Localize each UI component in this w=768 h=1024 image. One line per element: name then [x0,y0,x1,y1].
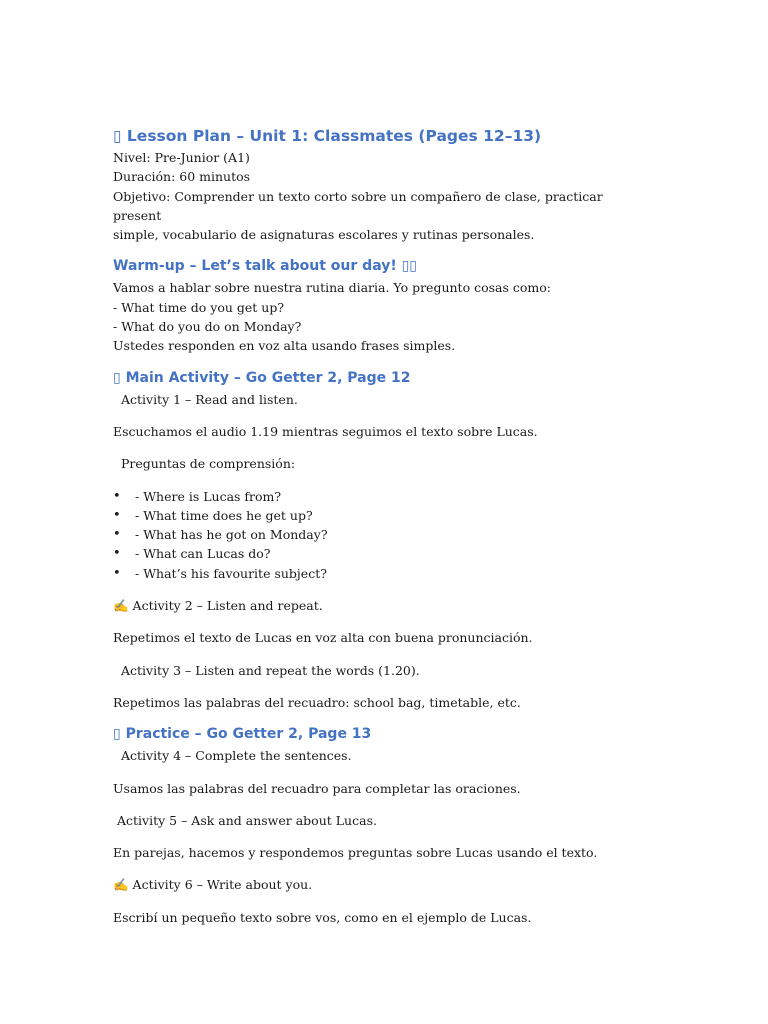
spacer [113,356,653,366]
practice-heading: ▯ Practice – Go Getter 2, Page 13 [113,726,372,743]
bullet-icon: • [113,527,121,543]
bullet-icon: • [113,546,121,562]
spacer [113,712,653,722]
activity-2-title: ✍ Activity 2 – Listen and repeat. [113,598,323,614]
warmup-intro: Vamos a hablar sobre nuestra rutina diaria. Yo pregunto cosas como: [113,280,551,296]
question-text: - What has he got on Monday? [135,527,328,543]
question-text: - What time does he get up? [135,507,313,523]
bullet-icon: • [113,507,121,523]
document-body [113,124,653,927]
spacer [113,441,653,454]
spacer [113,409,653,422]
list-item [113,487,653,506]
comprehension-questions-list [113,487,653,583]
question-text: - What’s his favourite subject? [135,565,327,581]
question-text: - What can Lucas do? [135,546,271,562]
activity-1-description: Escuchamos el audio 1.19 mientras seguimos el texto sobre Lucas. [113,423,538,439]
list-item [113,525,653,544]
warmup-question-2: - What do you do on Monday? [113,319,302,335]
question-text: - Where is Lucas from? [135,488,282,504]
list-item [113,564,653,583]
spacer [113,862,653,875]
spacer [113,766,653,779]
activity-4-description: Usamos las palabras del recuadro para completar las oraciones. [113,780,521,796]
spacer [113,830,653,843]
duracion-line: Duración: 60 minutos [113,169,251,185]
spacer [113,680,653,693]
spacer [113,474,653,487]
spacer [113,798,653,811]
main-activity-heading: ▯ Main Activity – Go Getter 2, Page 12 [113,369,411,386]
activity-2-description: Repetimos el texto de Lucas en voz alta con buena pronunciación. [113,630,533,646]
activity-5-title: Activity 5 – Ask and answer about Lucas. [113,812,377,828]
spacer [113,895,653,908]
activity-1-title: Activity 1 – Read and listen. [113,391,298,407]
spacer [113,244,653,254]
lesson-title: ▯ Lesson Plan – Unit 1: Classmates (Pages 12–13) [113,127,542,145]
spacer [113,615,653,628]
objetivo-line-2: simple, vocabulario de asignaturas escolares y rutinas personales. [113,227,535,243]
bullet-icon: • [113,565,121,581]
activity-6-title: ✍ Activity 6 – Write about you. [113,877,313,893]
list-item [113,544,653,563]
list-item [113,506,653,525]
bullet-icon: • [113,488,121,504]
spacer [113,583,653,596]
objetivo-line-1: Objetivo: Comprender un texto corto sobre un compañero de clase, practicar present [113,188,607,223]
warmup-outro: Ustedes responden en voz alta usando frases simples. [113,338,456,354]
activity-3-description: Repetimos las palabras del recuadro: school bag, timetable, etc. [113,694,521,710]
warmup-question-1: - What time do you get up? [113,299,285,315]
activity-3-title: Activity 3 – Listen and repeat the words (1.20). [113,662,420,678]
comprehension-questions-label: Preguntas de comprensión: [113,456,296,472]
activity-4-title: Activity 4 – Complete the sentences. [113,748,352,764]
nivel-line: Nivel: Pre-Junior (A1) [113,150,250,165]
activity-5-description: En parejas, hacemos y respondemos preguntas sobre Lucas usando el texto. [113,845,598,861]
warmup-heading: Warm-up – Let’s talk about our day! ▯▯ [113,258,418,275]
activity-6-description: Escribí un pequeño texto sobre vos, como en el ejemplo de Lucas. [113,909,532,925]
spacer [113,648,653,661]
